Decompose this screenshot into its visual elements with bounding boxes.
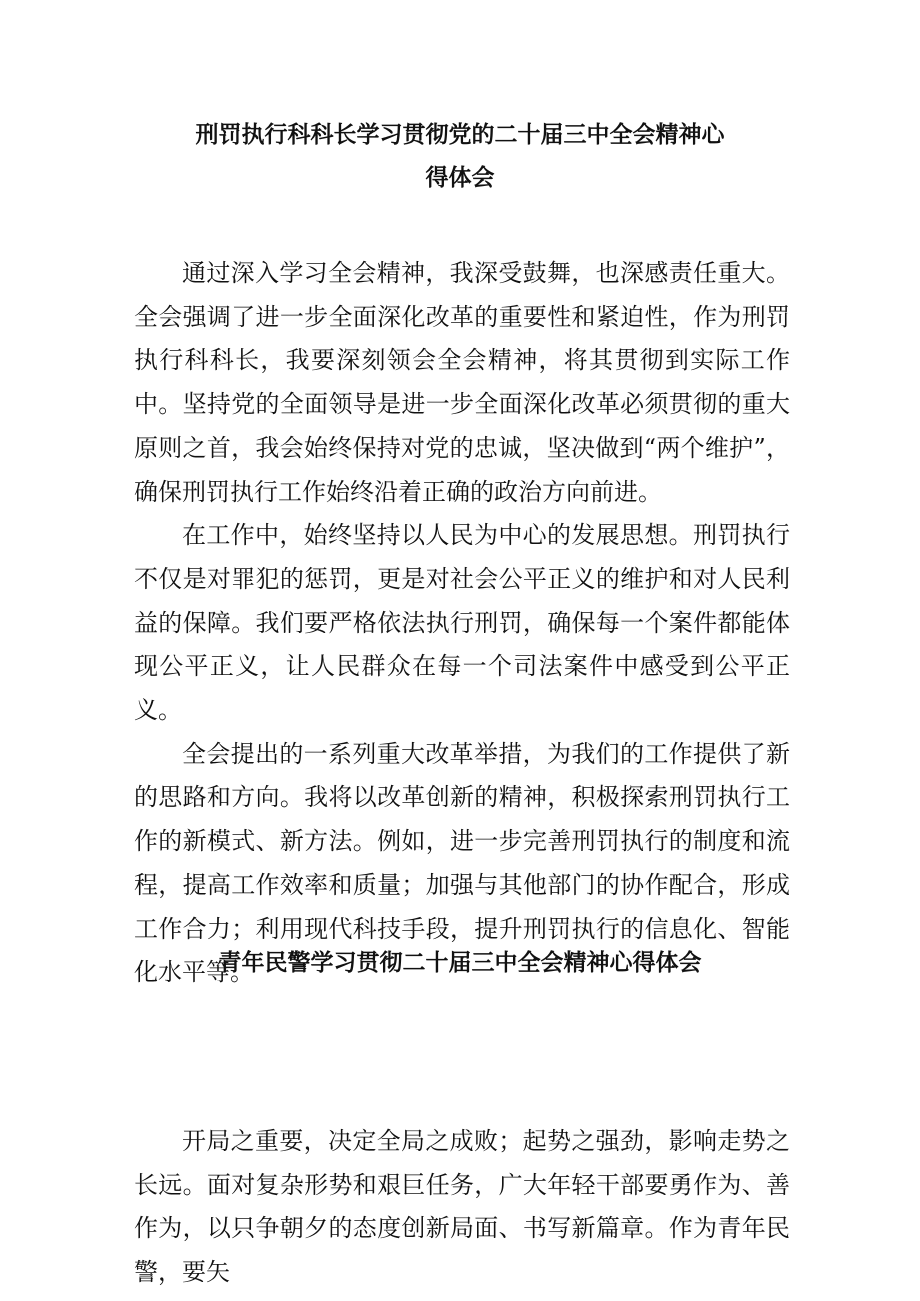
section1-title-line1: 刑罚执行科科长学习贯彻党的二十届三中全会精神心 bbox=[195, 122, 725, 148]
section1-title bbox=[0, 114, 920, 200]
section1-title-line2: 得体会 bbox=[425, 165, 495, 191]
section1-paragraph-2: 在工作中，始终坚持以人民为中心的发展思想。刑罚执行不仅是对罪犯的惩罚，更是对社会公平正义的维护和对人民利益的保障。我们要严格依法执行刑罚，确保每一个案件都能体现公平正义，让人民群众在每一个司法案件中感受到公平正义。 bbox=[134, 521, 790, 725]
section2-body bbox=[134, 1120, 790, 1295]
section1-paragraph-1: 通过深入学习全会精神，我深受鼓舞，也深感责任重大。全会强调了进一步全面深化改革的重要性和紧迫性，作为刑罚执行科科长，我要深刻领会全会精神，将其贯彻到实际工作中。坚持党的全面领导是进一步全面深化改革必须贯彻的重大原则之首，我会始终保持对党的忠诚，坚决做到“两个维护”，确保刑罚执行工作始终沿着正确的政治方向前进。 bbox=[134, 259, 790, 506]
section2-paragraph-1: 开局之重要，决定全局之成败；起势之强劲，影响走势之长远。面对复杂形势和艰巨任务，广大年轻干部要勇作为、善作为，以只争朝夕的态度创新局面、书写新篇章。作为青年民警，要矢 bbox=[134, 1127, 790, 1287]
section1-paragraph-3: 全会提出的一系列重大改革举措，为我们的工作提供了新的思路和方向。我将以改革创新的精神，积极探索刑罚执行工作的新模式、新方法。例如，进一步完善刑罚执行的制度和流程，提高工作效率和质量；加强与其他部门的协作配合，形成工作合力；利用现代科技手段，提升刑罚执行的信息化、智能化水平等。 bbox=[134, 739, 790, 987]
section1-body bbox=[134, 252, 790, 995]
section2-title: 青年民警学习贯彻二十届三中全会精神心得体会 bbox=[218, 950, 702, 976]
